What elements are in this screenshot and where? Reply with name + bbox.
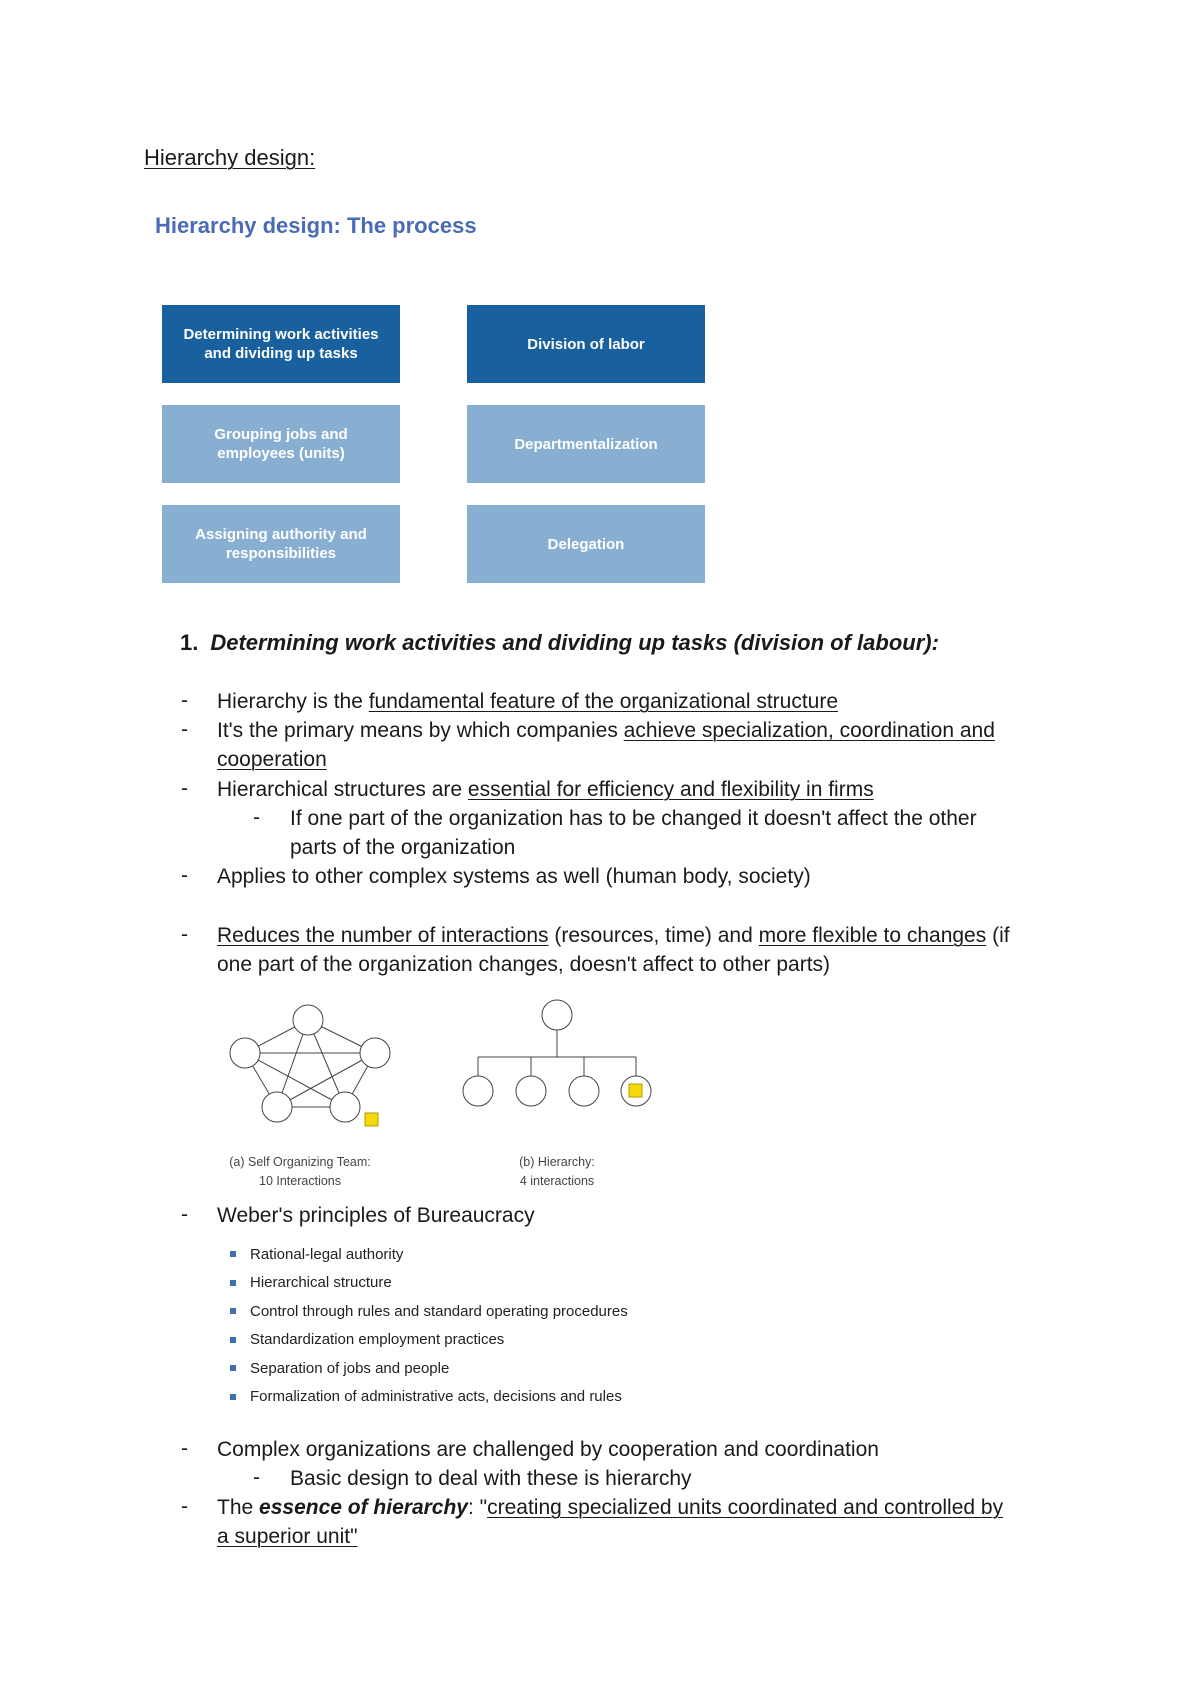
list-item: Complex organizations are challenged by cooperation and coordination <box>217 1438 879 1461</box>
weber-item: Separation of jobs and people <box>230 1354 628 1383</box>
process-box-grouping-jobs: Grouping jobs and employees (units) <box>162 405 400 483</box>
caption-self-organizing <box>200 1155 400 1188</box>
dash-marker: - <box>181 864 188 887</box>
highlight-marker <box>365 1113 378 1126</box>
process-box-departmentalization: Departmentalization <box>467 405 705 483</box>
emphasis-text: essence of hierarchy <box>259 1496 468 1519</box>
weber-item: Rational-legal authority <box>230 1240 628 1269</box>
process-box-delegation: Delegation <box>467 505 705 583</box>
dash-marker: - <box>253 806 260 829</box>
list-item-text: Hierarchical structures are <box>217 778 468 801</box>
process-box-assigning-authority: Assigning authority and responsibilities <box>162 505 400 583</box>
square-bullet-icon <box>230 1251 236 1257</box>
underlined-text: creating specialized units coordinated and controlled by <box>487 1496 1004 1519</box>
caption-line: (a) Self Organizing Team: <box>229 1155 371 1169</box>
underlined-text: fundamental feature of the organizational structure <box>368 690 839 713</box>
list-item-text: parts of the organization <box>290 836 516 859</box>
dash-marker: - <box>181 1495 188 1518</box>
section-number: 1. <box>180 630 199 655</box>
list-item <box>217 687 838 716</box>
highlight-marker <box>629 1084 642 1097</box>
list-item-text: one part of the organization changes, doesn't affect to other parts) <box>217 953 831 976</box>
weber-item: Hierarchical structure <box>230 1269 628 1298</box>
square-bullet-icon <box>230 1308 236 1314</box>
process-box-division-of-labor: Division of labor <box>467 305 705 383</box>
list-item-text: It's the primary means by which companies <box>217 719 624 742</box>
slide-title: Hierarchy design: The process <box>155 213 477 238</box>
sub-list-item: Basic design to deal with these is hierarchy <box>290 1467 692 1490</box>
list-item-text: : " <box>467 1496 488 1519</box>
hierarchy-graph <box>478 1028 636 1077</box>
weber-item: Standardization employment practices <box>230 1326 628 1355</box>
dash-marker: - <box>181 923 188 946</box>
dash-marker: - <box>181 1437 188 1460</box>
underlined-text: cooperation <box>217 748 327 771</box>
square-bullet-icon <box>230 1280 236 1286</box>
weber-principles-list <box>230 1240 628 1411</box>
list-item-text: (resources, time) and <box>548 924 759 947</box>
sub-list-item <box>290 804 977 862</box>
square-bullet-icon <box>230 1365 236 1371</box>
list-item <box>217 716 995 774</box>
section-title: Determining work activities and dividing up tasks (division of labour): <box>210 630 939 655</box>
underlined-text: essential for efficiency and flexibility in firms <box>467 778 874 801</box>
list-item-text: If one part of the organization has to be changed it doesn't affect the other <box>290 807 977 830</box>
dash-marker: - <box>181 689 188 712</box>
underlined-text: a superior unit <box>217 1525 351 1548</box>
list-item-text: The <box>217 1496 260 1519</box>
list-item: Applies to other complex systems as well (human body, society) <box>217 865 811 888</box>
weber-item: Formalization of administrative acts, decisions and rules <box>230 1383 628 1412</box>
list-item-text: Hierarchy is the <box>217 690 369 713</box>
network-nodes <box>230 1005 390 1122</box>
dash-marker: - <box>181 777 188 800</box>
list-item: Weber's principles of Bureaucracy <box>217 1204 535 1227</box>
weber-item: Control through rules and standard operating procedures <box>230 1297 628 1326</box>
section-heading <box>180 630 939 656</box>
caption-line: (b) Hierarchy: <box>519 1155 595 1169</box>
list-item <box>217 1493 1003 1551</box>
list-item <box>217 921 1010 979</box>
square-bullet-icon <box>230 1337 236 1343</box>
underlined-text: " <box>350 1525 358 1548</box>
list-item <box>217 775 874 804</box>
dash-marker: - <box>181 1203 188 1226</box>
process-box-work-activities: Determining work activities and dividing up tasks <box>162 305 400 383</box>
dash-marker: - <box>181 718 188 741</box>
dash-marker: - <box>253 1466 260 1489</box>
underlined-text: Reduces the number of interactions <box>217 924 549 947</box>
page-heading: Hierarchy design: <box>144 145 316 170</box>
caption-line: 10 Interactions <box>259 1174 341 1188</box>
underlined-text: achieve specialization, coordination and <box>623 719 995 742</box>
square-bullet-icon <box>230 1394 236 1400</box>
underlined-text: more flexible to changes <box>758 924 987 947</box>
caption-hierarchy <box>457 1155 657 1188</box>
list-item-text: (if <box>986 924 1010 947</box>
caption-line: 4 interactions <box>519 1174 595 1188</box>
